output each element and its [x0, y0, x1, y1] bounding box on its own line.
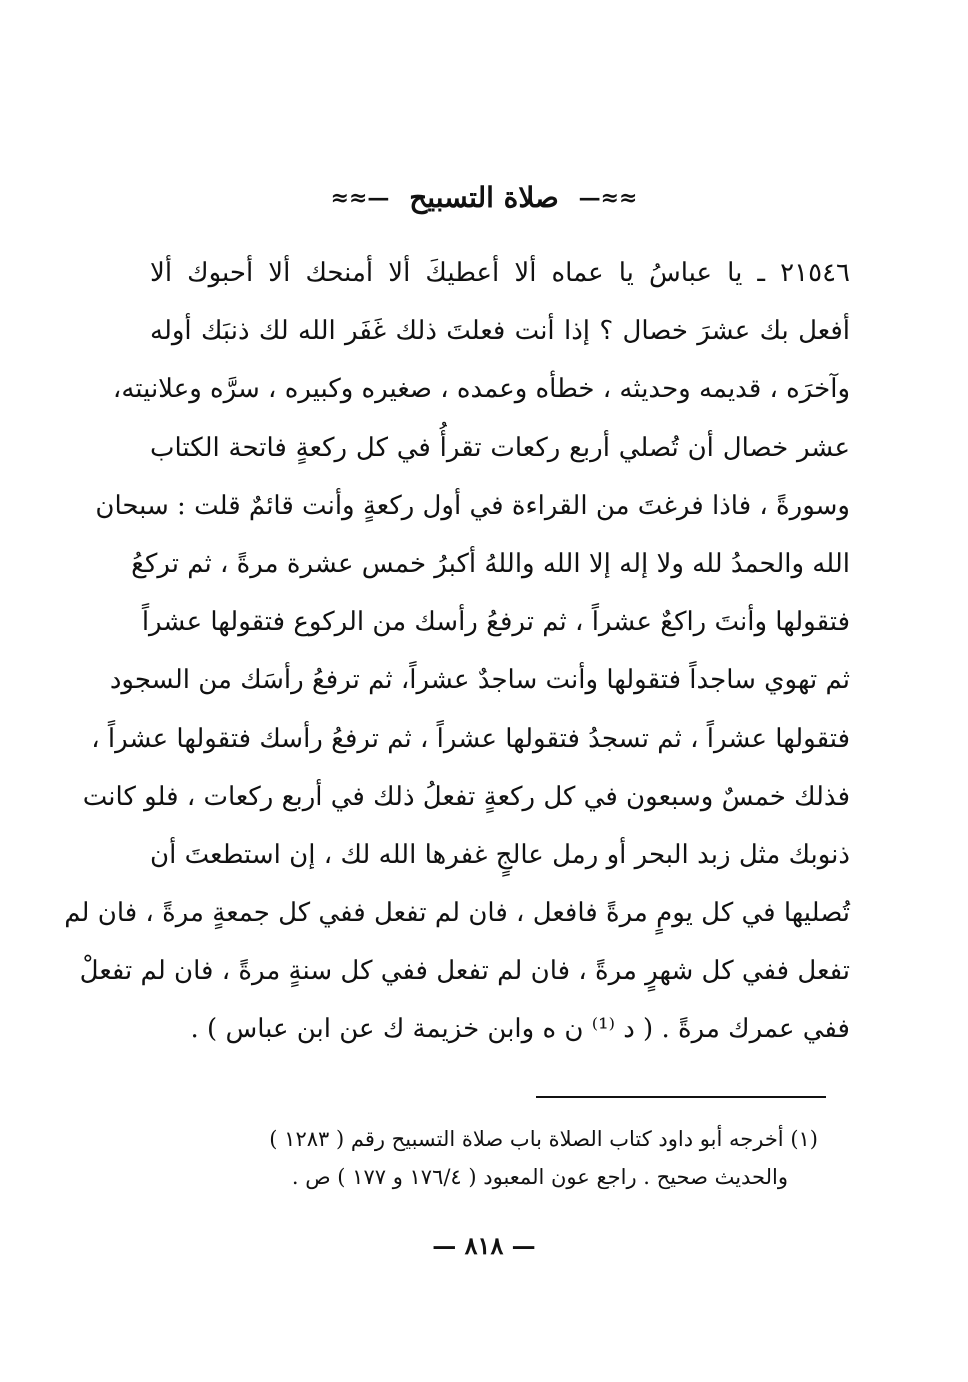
text-line: تُصليها في كل يومٍ مرةً فافعل ، فان لم تفعل ففي كل جمعةٍ مرةً ، فان لم: [64, 898, 850, 929]
text-line: ٢١٥٤٦ ـ يا عباسُ يا عماه ألا أعطيكَ ألا أمنحك ألا أحبوك ألا: [150, 258, 850, 288]
text-line: عشر خصال أن تُصلي أربع ركعات تقرأُ في كل ركعةٍ فاتحة الكتاب: [150, 432, 850, 463]
footnote-line: (١) أخرجه أبو داود كتاب الصلاة باب صلاة التسبيح رقم ( ١٢٨٣ ): [269, 1127, 818, 1151]
text-line: وسورةً ، فاذا فرغتَ من القراءة في أول ركعةٍ وأنت قائمٌ قلت : سبحان: [95, 490, 850, 521]
footnote-divider: [536, 1096, 826, 1098]
heading-title: صلاة التسبيح: [409, 180, 559, 214]
footnote-line: والحديث صحيح . راجع عون المعبود ( ١٧٦/٤ و ١٧٧ ) ص .: [291, 1165, 788, 1189]
text-line: ثم تهوي ساجداً فتقولها وأنت ساجدٌ عشراً، ثم ترفعُ رأسَك من السجود: [109, 665, 850, 696]
heading-ornament-right: ≈≈—: [578, 184, 638, 211]
text-line: تفعل ففي كل شهرٍ مرةً ، فان لم تفعل ففي كل سنةٍ مرةً ، فان لم تفعلْ: [79, 956, 850, 987]
text-line: وآخرَه ، قديمه وحديثه ، خطأه وعمده ، صغيره وكبيره ، سرَّه وعلانيته،: [112, 374, 850, 405]
footnotes: [158, 1120, 818, 1196]
section-heading: [0, 176, 968, 218]
text-line: ففي عمرك مرةً . ( د ⁽¹⁾ ن ه وابن خزيمة ك عن ابن عباس ) .: [190, 1014, 850, 1045]
page-number: — ٨١٨ —: [432, 1231, 536, 1260]
text-line: أفعل بك عشرَ خصال ؟ إذا أنت فعلتَ ذلك غَفَر الله لك ذنبَك أوله: [150, 316, 850, 347]
text-line: فذلك خمسٌ وسبعون في كل ركعةٍ تفعلُ ذلك في أربع ركعات ، فلو كانت: [82, 781, 850, 812]
text-line: ذنوبك مثل زبد البحر أو رمل عالجٍ غفرها الله لك ، إن استطعتَ أن: [150, 839, 850, 870]
heading-ornament-left: —≈≈: [330, 184, 390, 211]
hadith-text: [64, 244, 850, 1059]
text-line: فتقولها عشراً ، ثم تسجدُ فتقولها عشراً ، ثم ترفعُ رأسك فتقولها عشراً ،: [91, 723, 850, 754]
text-line: فتقولها وأنتَ راكعٌ عشراً ، ثم ترفعُ رأسك من الركوع فتقولها عشراً: [141, 607, 850, 638]
text-line: الله والحمدُ لله ولا إله إلا الله واللهُ أكبرُ خمس عشرة مرةً ، ثم تركعُ: [131, 548, 850, 579]
